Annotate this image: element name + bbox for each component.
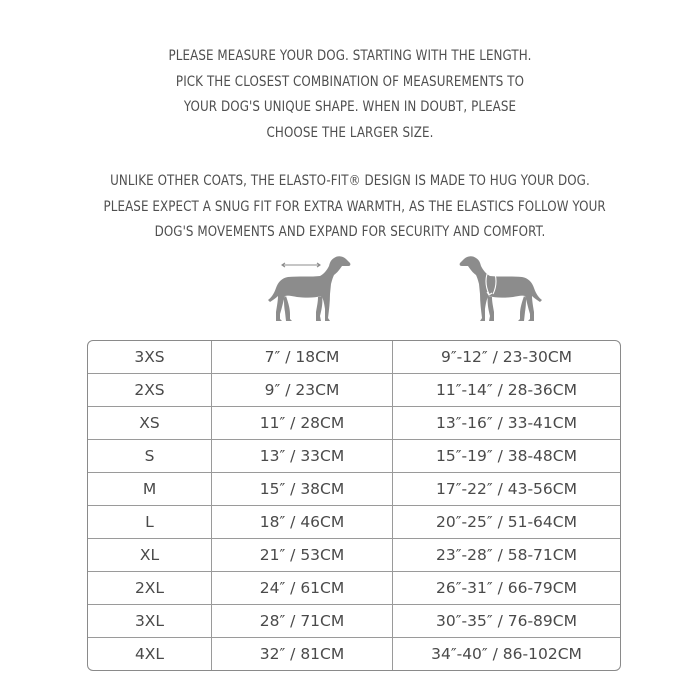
- chest-cell: 30″-35″ / 76-89CM: [393, 605, 620, 638]
- chest-cell: 9″-12″ / 23-30CM: [393, 341, 620, 374]
- length-cell: 9″ / 23CM: [212, 374, 393, 407]
- size-chart-table: [87, 340, 621, 671]
- table-row: [88, 506, 620, 539]
- chest-cell: 34″-40″ / 86-102CM: [431, 645, 582, 663]
- size-cell: 3XL: [88, 605, 212, 638]
- instruction-line: YOUR DOG'S UNIQUE SHAPE. WHEN IN DOUBT, PLEASE: [183, 99, 517, 115]
- chest-cell: 17″-22″ / 43-56CM: [393, 473, 620, 506]
- dog-chest-measure-icon: [456, 252, 546, 324]
- size-cell: L: [88, 506, 212, 539]
- size-cell: M: [88, 473, 212, 506]
- table-row: [88, 638, 620, 670]
- table-row: [88, 341, 620, 374]
- length-cell: 24″ / 61CM: [212, 572, 393, 605]
- dog-length-measure-icon: [264, 252, 354, 324]
- length-cell: 15″ / 38CM: [212, 473, 393, 506]
- instruction-line: PICK THE CLOSEST COMBINATION OF MEASUREMENTS TO: [175, 73, 525, 90]
- chest-cell: 11″-14″ / 28-36CM: [393, 374, 620, 407]
- instruction-line: PLEASE EXPECT A SNUG FIT FOR EXTRA WARMTH, AS THE ELASTICS FOLLOW YOUR: [103, 198, 606, 215]
- chest-cell: 26″-31″ / 66-79CM: [393, 572, 620, 605]
- table-row: [88, 605, 620, 638]
- table-row: [88, 374, 620, 407]
- length-cell: 18″ / 46CM: [212, 506, 393, 539]
- size-cell: S: [88, 440, 212, 473]
- length-cell: 13″ / 33CM: [212, 440, 393, 473]
- instruction-line: UNLIKE OTHER COATS, THE ELASTO-FIT® DESIGN IS MADE TO HUG YOUR DOG.: [110, 173, 590, 189]
- table-row: [88, 440, 620, 473]
- length-cell: 7″ / 18CM: [212, 341, 393, 374]
- length-cell: 11″ / 28CM: [212, 407, 393, 440]
- size-cell: 3XS: [88, 341, 212, 374]
- size-cell: XS: [88, 407, 212, 440]
- instruction-line: DOG'S MOVEMENTS AND EXPAND FOR SECURITY AND COMFORT.: [154, 224, 546, 240]
- size-cell: 2XL: [88, 572, 212, 605]
- size-cell: 2XS: [88, 374, 212, 407]
- table-row: [88, 572, 620, 605]
- instruction-line: PLEASE MEASURE YOUR DOG. STARTING WITH THE LENGTH.: [168, 48, 532, 64]
- instructions-paragraph-measure: [104, 44, 597, 146]
- length-cell: 32″ / 81CM: [212, 638, 393, 670]
- chest-cell: 23″-28″ / 58-71CM: [393, 539, 620, 572]
- length-cell: 21″ / 53CM: [212, 539, 393, 572]
- instructions-paragraph-elasto-fit: [103, 169, 606, 246]
- size-cell: 4XL: [88, 638, 212, 670]
- instruction-line: CHOOSE THE LARGER SIZE.: [266, 124, 434, 141]
- size-cell: XL: [88, 539, 212, 572]
- length-cell: 28″ / 71CM: [212, 605, 393, 638]
- chest-cell: 13″-16″ / 33-41CM: [393, 407, 620, 440]
- table-row: [88, 539, 620, 572]
- table-row: [88, 473, 620, 506]
- chest-cell: 20″-25″ / 51-64CM: [393, 506, 620, 539]
- table-row: [88, 407, 620, 440]
- chest-cell: 15″-19″ / 38-48CM: [393, 440, 620, 473]
